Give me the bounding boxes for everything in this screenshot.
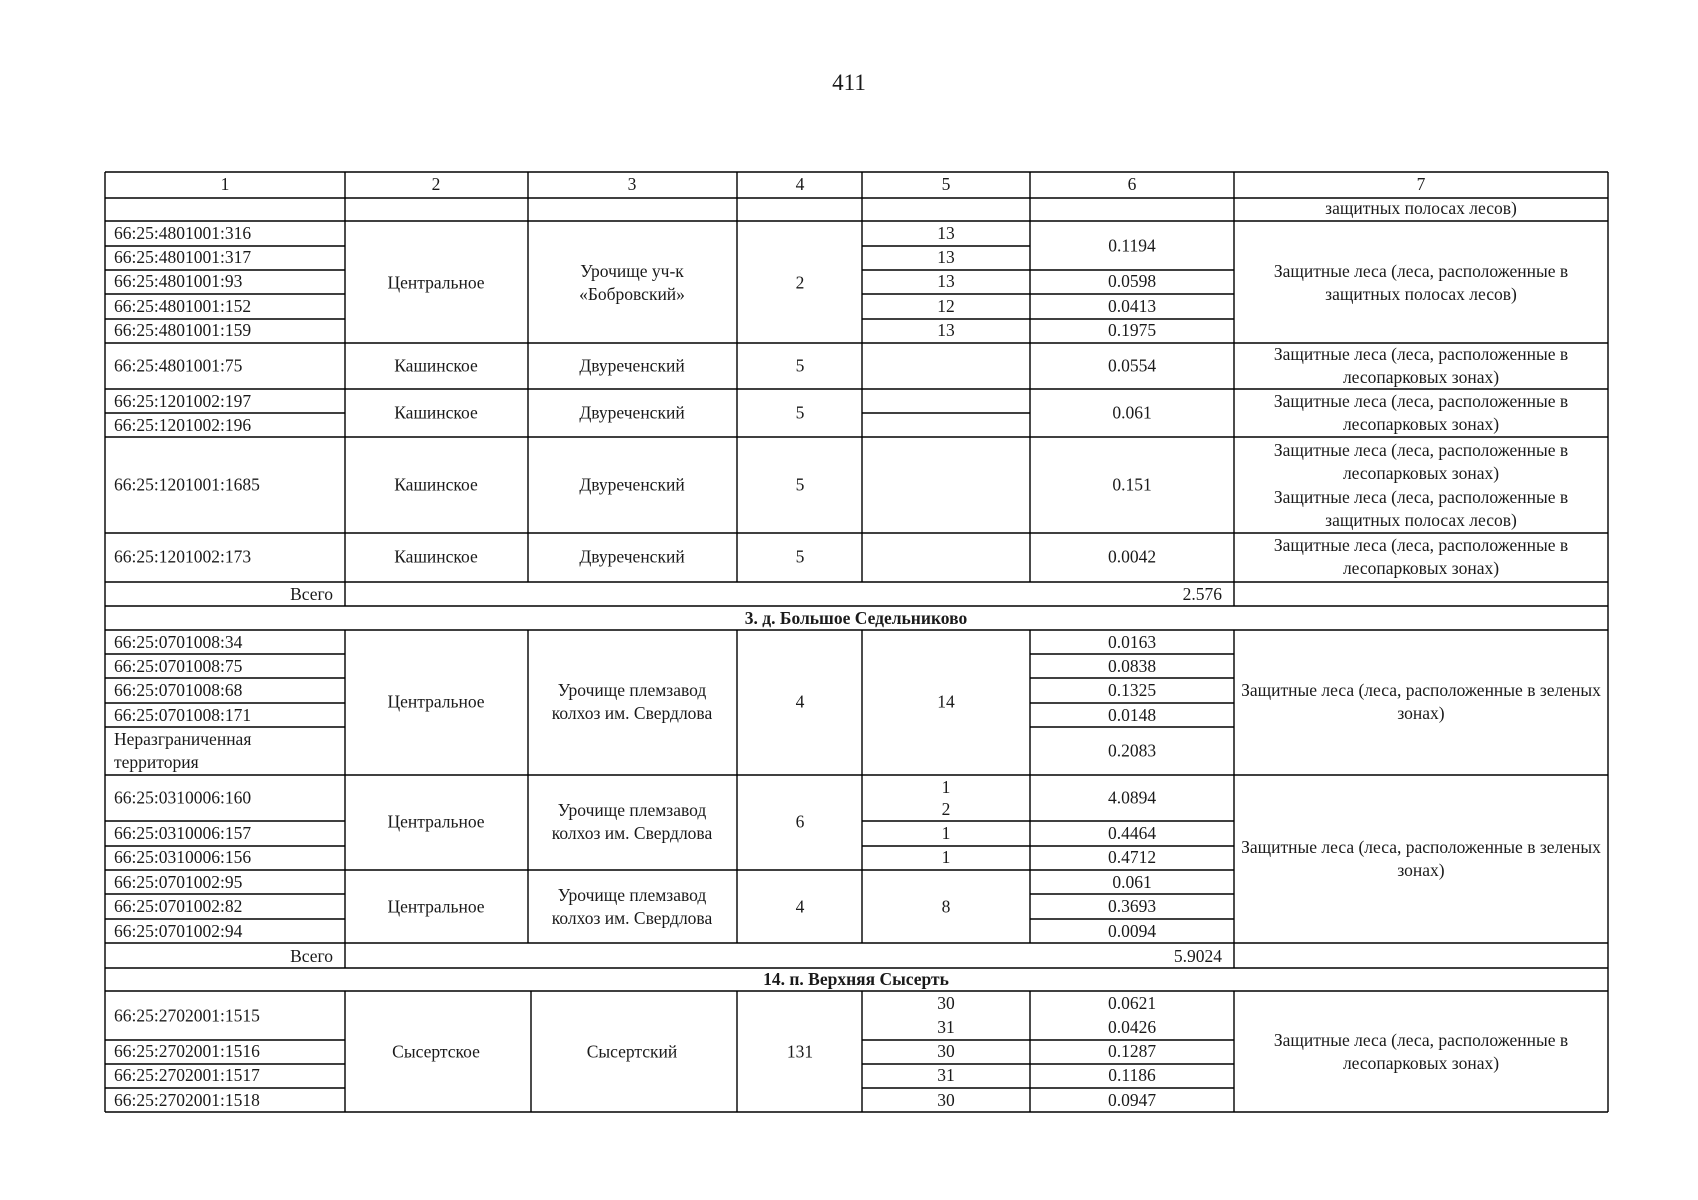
area-value: 0.1287 [1107, 1041, 1157, 1061]
plot-number: 31 [937, 1065, 955, 1085]
forest-tract: Урочище племзавод колхоз им. Свердлова [551, 680, 713, 723]
total-label: Всего [290, 946, 333, 966]
cadastral-number: 66:25:1201002:197 [114, 391, 252, 411]
area-value: 0.0621 [1107, 993, 1157, 1013]
cadastral-number: 66:25:4801001:152 [114, 296, 252, 316]
area-value: 0.0148 [1107, 705, 1157, 725]
total-label: Всего [290, 584, 333, 604]
forest-category: Защитные леса (леса, расположенные в лесопарковых зонах) [1273, 535, 1569, 578]
area-value: 0.1325 [1107, 680, 1157, 700]
forest-tract: Урочище племзавод колхоз им. Свердлова [551, 885, 713, 928]
forest-category: Защитные леса (леса, расположенные в защитных полосах лесов) [1273, 487, 1569, 530]
forest-tract: Двуреченский [579, 546, 685, 567]
header-col-1: 1 [220, 174, 230, 194]
area-value: 0.0947 [1107, 1090, 1157, 1110]
cadastral-number: 66:25:0701008:68 [114, 680, 243, 700]
forest-tract: Двуреченский [579, 355, 685, 376]
area-value: 0.061 [1112, 402, 1152, 423]
quarter-number: 4 [795, 691, 805, 712]
area-value: 0.0426 [1107, 1017, 1157, 1037]
forest-category: Защитные леса (леса, расположенные в зеленых зонах) [1241, 680, 1601, 723]
area-value: 0.0554 [1107, 355, 1157, 376]
forestry-district: Кашинское [394, 474, 478, 495]
plot-number: 13 [937, 223, 955, 243]
forestry-district: Кашинское [394, 355, 478, 376]
page-number: 411 [832, 70, 866, 95]
forest-category: Защитные леса (леса, расположенные в защитных полосах лесов) [1273, 261, 1569, 304]
forest-tract: Двуреченский [579, 474, 685, 495]
cadastral-number: 66:25:2702001:1518 [114, 1090, 260, 1110]
quarter-number: 4 [795, 896, 805, 917]
section-title: 14. п. Верхняя Сысерть [763, 969, 949, 989]
forestry-district: Центральное [387, 896, 485, 917]
forest-tract: Урочище уч-к «Бобровский» [579, 261, 685, 304]
quarter-number: 5 [795, 546, 805, 567]
forest-category: Защитные леса (леса, расположенные в зеленых зонах) [1241, 837, 1601, 880]
forest-category: Защитные леса (леса, расположенные в лесопарковых зонах) [1273, 440, 1569, 483]
plot-number: 30 [937, 1090, 955, 1110]
area-value: 0.4464 [1107, 823, 1157, 843]
continuation-note: защитных полосах лесов) [1325, 198, 1517, 218]
forest-category: Защитные леса (леса, расположенные в лесопарковых зонах) [1273, 344, 1569, 387]
cadastral-number: 66:25:4801001:317 [114, 247, 252, 267]
area-value: 0.1194 [1108, 235, 1156, 256]
area-value: 0.0163 [1107, 632, 1157, 652]
cadastral-number: 66:25:2702001:1515 [114, 1005, 260, 1026]
cadastral-number: 66:25:1201001:1685 [114, 474, 260, 495]
forestry-district: Центральное [387, 811, 485, 832]
plot-number: 30 [937, 1041, 955, 1061]
area-value: 0.0042 [1107, 546, 1157, 567]
cadastral-number: 66:25:4801001:93 [114, 271, 243, 291]
header-col-4: 4 [795, 174, 805, 194]
area-value: 0.061 [1112, 872, 1152, 892]
area-value: 0.4712 [1107, 847, 1157, 867]
cadastral-number: 66:25:0310006:157 [114, 823, 252, 843]
cadastral-number: 66:25:4801001:159 [114, 320, 252, 340]
cadastral-number: 66:25:1201002:173 [114, 546, 252, 567]
plot-number: 1 [941, 847, 951, 867]
area-value: 0.0413 [1107, 296, 1157, 316]
forest-category: Защитные леса (леса, расположенные в лесопарковых зонах) [1273, 1030, 1569, 1073]
header-col-2: 2 [431, 174, 441, 194]
cadastral-number: 66:25:0310006:160 [114, 787, 252, 808]
plot-number: 12 [937, 296, 955, 316]
cadastral-number: 66:25:0310006:156 [114, 847, 252, 867]
plot-number: 1 [941, 777, 951, 797]
area-value: 0.1975 [1107, 320, 1157, 340]
total-value: 2.576 [1182, 584, 1222, 604]
forest-tract: Двуреченский [579, 402, 685, 423]
cadastral-number: 66:25:0701002:94 [114, 921, 243, 941]
header-col-5: 5 [941, 174, 951, 194]
cadastral-number: 66:25:4801001:75 [114, 355, 243, 376]
area-value: 0.0094 [1107, 921, 1157, 941]
plot-number: 31 [937, 1017, 955, 1037]
cadastral-number: 66:25:1201002:196 [114, 415, 252, 435]
plot-number: 14 [937, 691, 955, 712]
cadastral-number: 66:25:0701002:82 [114, 896, 243, 916]
quarter-number: 2 [795, 272, 805, 293]
plot-number: 1 [941, 823, 951, 843]
header-col-3: 3 [627, 174, 637, 194]
area-value: 0.0838 [1107, 656, 1157, 676]
area-value: 0.151 [1112, 474, 1152, 495]
area-value: 0.3693 [1107, 896, 1157, 916]
plot-number: 30 [937, 993, 955, 1013]
cadastral-number: 66:25:0701002:95 [114, 872, 243, 892]
forestry-district: Центральное [387, 272, 485, 293]
header-col-7: 7 [1416, 174, 1426, 194]
plot-number: 13 [937, 247, 955, 267]
forestry-district: Кашинское [394, 546, 478, 567]
cadastral-number: 66:25:0701008:34 [114, 632, 243, 652]
area-value: 4.0894 [1107, 787, 1157, 808]
header-col-6: 6 [1127, 174, 1137, 194]
cadastral-number: 66:25:4801001:316 [114, 223, 252, 243]
cadastral-number: 66:25:2702001:1516 [114, 1041, 260, 1061]
forest-tract: Урочище племзавод колхоз им. Свердлова [551, 800, 713, 843]
area-value: 0.0598 [1107, 271, 1157, 291]
cadastral-number: 66:25:0701008:171 [114, 705, 252, 725]
forestry-district: Центральное [387, 691, 485, 712]
forestry-district: Сысертское [392, 1041, 480, 1062]
quarter-number: 5 [795, 474, 805, 495]
quarter-number: 6 [795, 811, 805, 832]
area-value: 0.1186 [1108, 1065, 1156, 1085]
quarter-number: 131 [786, 1041, 814, 1062]
quarter-number: 5 [795, 355, 805, 376]
cadastral-number: 66:25:0701008:75 [114, 656, 243, 676]
total-value: 5.9024 [1173, 946, 1222, 966]
area-value: 0.2083 [1107, 740, 1157, 761]
quarter-number: 5 [795, 402, 805, 423]
plot-number: 13 [937, 320, 955, 340]
section-title: 3. д. Большое Седельниково [744, 608, 968, 628]
forest-category: Защитные леса (леса, расположенные в лесопарковых зонах) [1273, 391, 1569, 434]
plot-number: 13 [937, 271, 955, 291]
forestry-district: Кашинское [394, 402, 478, 423]
cadastral-number: 66:25:2702001:1517 [114, 1065, 260, 1085]
plot-number: 8 [941, 896, 951, 917]
cadastral-number: Неразграниченная территория [114, 729, 252, 772]
forest-tract: Сысертский [586, 1041, 678, 1062]
plot-number: 2 [941, 799, 951, 819]
